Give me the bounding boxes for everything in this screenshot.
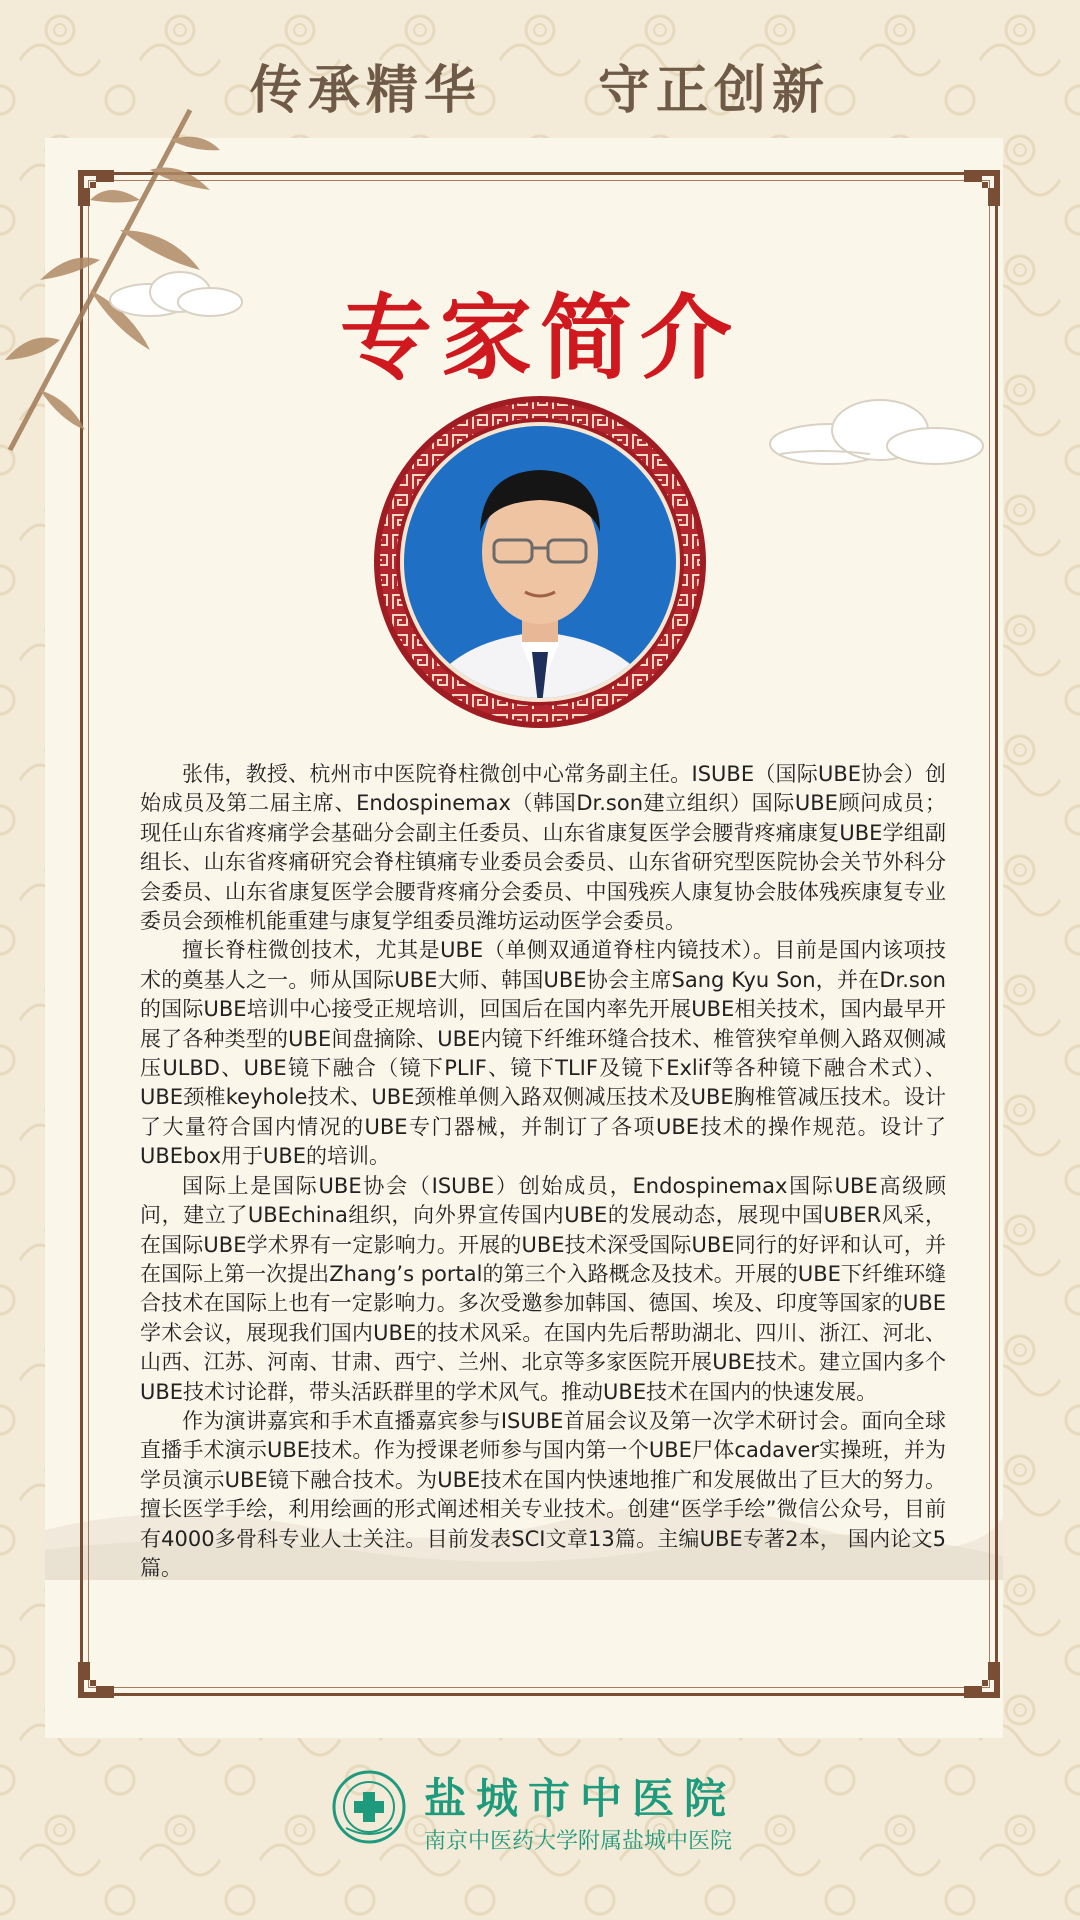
hospital-subtitle: 南京中医药大学附属盐城中医院 <box>424 1829 733 1854</box>
corner-ornament-icon <box>962 1660 1002 1700</box>
bio-paragraph: 擅长脊柱微创技术，尤其是UBE（单侧双通道脊柱内镜技术）。目前是国内该项技术的奠基人之一。师从国际UBE大师、韩国UBE协会主席Sang Kyu Son，并在Dr.son的国际UBE培训中心接受正规培训，回国后在国内率先开展UBE相关技术，国内最早开展了各种类型的UBE间盘摘除、UBE内镜下纤维环缝合技术、椎管狭窄单侧入路双侧减压ULBD、UBE镜下融合（镜下PLIF、镜下TLIF及镜下Exlif等各种镜下融合术式）、UBE颈椎keyhole技术、UBE颈椎单侧入路双侧减压技术及UBE胸椎管减压技术。设计了大量符合国内情况的UBE专门器械，并制订了各项UBE技术的操作规范。设计了UBEbox用于UBE的培训。 <box>140 938 946 1169</box>
cloud-icon <box>760 392 990 474</box>
portrait <box>370 392 710 732</box>
bio-text <box>140 760 946 1583</box>
bio-paragraph: 国际上是国际UBE协会（ISUBE）创始成员，Endospinemax国际UBE高级顾问，建立了UBEchina组织，向外界宣传国内UBE的发展动态，展现中国UBER风采，在国际UBE学术界有一定影响力。开展的UBE技术深受国际UBE同行的好评和认可，并在国际上第一次提出Zhang’s portal的第三个入路概念及技术。开展的UBE下纤维环缝合技术在国际上也有一定影响力。多次受邀参加韩国、德国、埃及、印度等国家的UBE学术会议，展现我们国内UBE的技术风采。在国内先后帮助湖北、四川、浙江、河北、山西、江苏、河南、甘肃、西宁、兰州、北京等多家医院开展UBE技术。建立国内多个UBE技术讨论群，带头活跃群里的学术风气。推动UBE技术在国内的快速发展。 <box>140 1173 946 1404</box>
bio-paragraph: 张伟，教授、杭州市中医院脊柱微创中心常务副主任。ISUBE（国际UBE协会）创始成员及第二届主席、Endospinemax（韩国Dr.son建立组织）国际UBE顾问成员；现任山东省疼痛学会基础分会副主任委员、山东省康复医学会腰背疼痛康复UBE学组副组长、山东省疼痛研究会脊柱镇痛专业委员会委员、山东省研究型医院协会关节外科分会委员、山东省康复医学会腰背疼痛分会委员、中国残疾人康复协会肢体残疾康复专业委员会颈椎机能重建与康复学组委员潍坊运动医学会委员。 <box>140 762 946 934</box>
hospital-seal-icon <box>332 1770 406 1844</box>
slogan-left: 传承精华 <box>249 60 482 121</box>
hospital-name: 盐城市中医院 <box>424 1774 737 1823</box>
corner-ornament-icon <box>962 168 1002 208</box>
slogan-right: 守正创新 <box>598 60 831 121</box>
bio-paragraph: 作为演讲嘉宾和手术直播嘉宾参与ISUBE首届会议及第一次学术研讨会。面向全球直播手术演示UBE技术。作为授课老师参与国内第一个UBE尸体cadaver实操班，并为学员演示UBE镜下融合技术。为UBE技术在国内快速地推广和发展做出了巨大的努力。擅长医学手绘，利用绘画的形式阐述相关专业技术。创建“医学手绘”微信公众号，目前有4000多骨科专业人士关注。目前发表SCI文章13篇。主编UBE专著2本， 国内论文5篇。 <box>140 1408 946 1580</box>
page-title: 专家简介 <box>339 284 740 392</box>
corner-ornament-icon <box>76 1660 116 1700</box>
